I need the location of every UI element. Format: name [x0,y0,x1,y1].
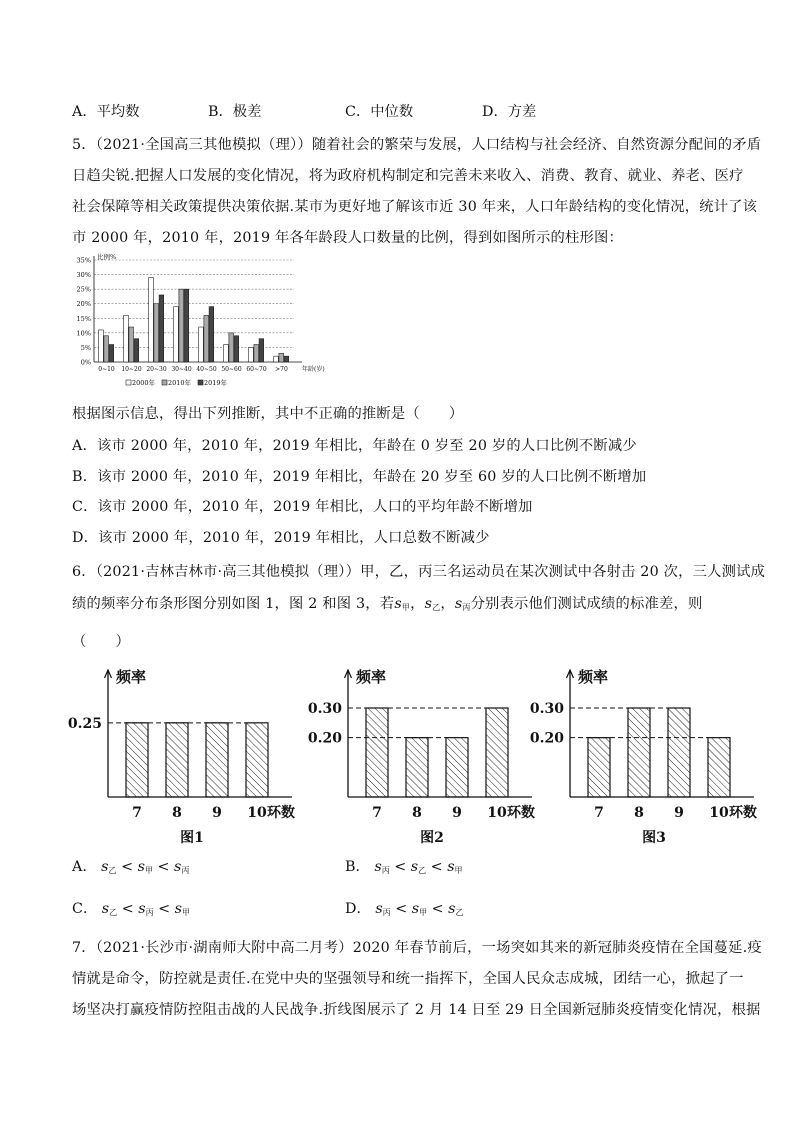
q4-option-a[interactable]: A．平均数 [72,104,140,120]
bar [204,315,209,362]
q6-stem-text-b: 分别表示他们测试成绩的标准差，则 [470,596,703,612]
q6-stem-text-a: 绩的频率分布条形图分别如图 1，图 2 和图 3，若 [72,596,395,612]
q6-stem-line-1: 6．（2021·吉林吉林市·高三其他模拟（理））甲，乙，丙三名运动员在某次测试中各射击 20 次，三人测试成 [72,564,766,580]
q5-stem-line-4: 市 2000 年，2010 年，2019 年各年龄段人口数量的比例，得到如图所示的柱形图： [72,230,623,246]
x-tick-label: 20~30 [146,366,167,373]
bar [628,708,650,797]
y-tick-label: 20% [76,300,91,309]
x-tick-label: 10~20 [121,366,142,373]
x-tick-label: 7 [594,805,604,821]
q6-option-c[interactable]: C． $s_乙 < s_丙 < s_甲$ [72,901,190,917]
s-bing: $s_丙$ [454,596,471,612]
bar [284,356,289,362]
x-axis-label: 环数 [729,805,757,821]
y-axis-label: 频率 [578,668,609,686]
legend-swatch [198,380,203,385]
y-tick-label: 30% [76,271,91,280]
x-tick-label: 8 [412,805,422,821]
bar [184,289,189,362]
q5-option-a[interactable]: A．该市 2000 年，2010 年，2019 年相比，年龄在 0 岁至 20 岁的人口比例不断减少 [72,438,637,454]
x-tick-label: 8 [172,805,182,821]
y-tick-label: 0.20 [307,730,342,747]
bar [104,336,109,362]
y-tick-label: 35% [76,256,91,265]
figure-3-chart [506,660,757,850]
figure-caption: 图2 [420,830,444,846]
x-axis-label: 环数 [267,805,295,821]
y-tick-label: 0.25 [67,715,102,732]
x-tick-label: 40~50 [196,366,217,373]
bar [166,723,188,797]
x-tick-label: 50~60 [221,366,242,373]
q7-stem-line-2: 情就是命令，防控就是责任.在党中央的坚强领导和统一指挥下，全国人民众志成城，团结一心，掀起了一 [72,971,744,987]
bar [129,327,134,362]
s-jia: $s_甲$ [394,596,411,612]
bar [274,356,279,362]
bar [254,345,259,362]
bar [246,723,268,797]
q7-stem-line-1: 7．（2021·长沙市·湖南师大附中高二月考）2020 年春节前后，一场突如其来的新冠肺炎疫情在全国蔓延.疫 [72,940,762,956]
bar [249,347,254,362]
y-tick-label: 5% [80,343,91,352]
figure-caption: 图1 [180,830,204,846]
bar [229,333,234,362]
q5-option-d[interactable]: D．该市 2000 年，2010 年，2019 年相比，人口总数不断减少 [72,530,490,546]
x-tick-label: 60~70 [246,366,267,373]
y-axis-label: 频率 [116,668,147,686]
y-axis-label: 比例% [97,253,117,261]
bar [279,353,284,362]
bar [126,723,148,797]
q6-stem-line-2: 绩的频率分布条形图分别如图 1，图 2 和图 3，若$s_甲$，$s_乙$，$s_丙$分别表示他们测试成绩的标准差，则 [72,596,703,612]
y-tick-label: 10% [76,329,91,338]
bar [259,339,264,362]
bar [124,315,129,362]
y-tick-label: 0.30 [307,701,342,717]
s-yi: $s_乙$ [424,596,441,612]
q5-option-c[interactable]: C．该市 2000 年，2010 年，2019 年相比，人口的平均年龄不断增加 [72,499,533,515]
q6-answer-paren: （ ） [72,634,130,650]
x-tick-label: 8 [634,805,644,821]
population-bar-chart [66,250,325,398]
bar [99,330,104,362]
bar [109,345,114,362]
x-tick-label: 10 [247,805,267,821]
q5-stem-line-1: 5．（2021·全国高三其他模拟（理））随着社会的繁荣与发展，人口结构与社会经济、自然资源分配间的矛盾 [72,137,762,153]
q5-option-b[interactable]: B．该市 2000 年，2010 年，2019 年相比，年龄在 20 岁至 60 岁的人口比例不断增加 [72,469,647,485]
x-tick-label: 10 [487,805,507,821]
y-tick-label: 0% [80,358,91,367]
x-tick-label: 30~40 [171,366,192,373]
figure-2-chart [284,660,535,850]
bar [708,738,730,797]
bar [668,708,690,797]
x-tick-label: >70 [275,366,288,373]
x-tick-label: 9 [674,805,684,821]
q4-option-b[interactable]: B．极差 [208,104,262,120]
x-tick-label: 7 [372,805,382,821]
bar [234,336,239,362]
bar [366,708,388,797]
x-axis-label: 环数 [507,805,535,821]
bar [206,723,228,797]
bar [154,304,159,362]
figure-1-chart [67,660,310,850]
x-tick-label: 9 [212,805,222,821]
legend-label: 2000年 [132,379,156,387]
y-axis-label: 频率 [356,668,387,686]
bar [149,277,154,362]
y-tick-label: 15% [76,314,91,323]
q4-option-d[interactable]: D．方差 [482,104,537,120]
q5-stem-line-3: 社会保障等相关政策提供决策依据.某市为更好地了解该市近 30 年来，人口年龄结构的变化情况，统计了该 [72,199,758,215]
bar [486,708,508,797]
x-tick-label: 9 [452,805,462,821]
figure-caption: 图3 [642,830,666,846]
q5-stem-line-2: 日趋尖锐.把握人口发展的变化情况，将为政府机构制定和完善未来收入、消费、教育、就业、养老、医疗 [72,168,744,184]
bar [134,339,139,362]
bar [209,307,214,362]
bar [179,289,184,362]
q5-question: 根据图示信息，得出下列推断，其中不正确的推断是（ ） [72,406,464,422]
bar [199,327,204,362]
q6-option-d[interactable]: D． $s_丙 < s_甲 < s_乙$ [345,901,464,917]
x-axis-label: 年龄(岁) [302,366,325,373]
y-tick-label: 0.30 [529,701,564,717]
legend-label: 2019年 [204,379,228,387]
x-tick-label: 7 [132,805,142,821]
bar [446,738,468,797]
bar [174,307,179,362]
legend-swatch [162,380,167,385]
q4-option-c[interactable]: C．中位数 [345,104,414,120]
q6-option-a[interactable]: A． $s_乙 < s_甲 < s_丙$ [72,859,190,875]
y-tick-label: 25% [76,285,91,294]
legend-swatch [126,380,131,385]
bar [224,345,229,362]
y-tick-label: 0.20 [529,730,564,747]
x-tick-label: 10 [709,805,729,821]
x-tick-label: 0~10 [98,366,115,373]
q6-option-b[interactable]: B． $s_丙 < s_乙 < s_甲$ [345,859,463,875]
bar [588,738,610,797]
legend-label: 2010年 [168,379,192,387]
bar [406,738,428,797]
bar [159,295,164,362]
q7-stem-line-3: 场坚决打赢疫情防控阻击战的人民战争.折线图展示了 2 月 14 日至 29 日全国新冠肺炎疫情变化情况，根据 [72,1002,761,1018]
